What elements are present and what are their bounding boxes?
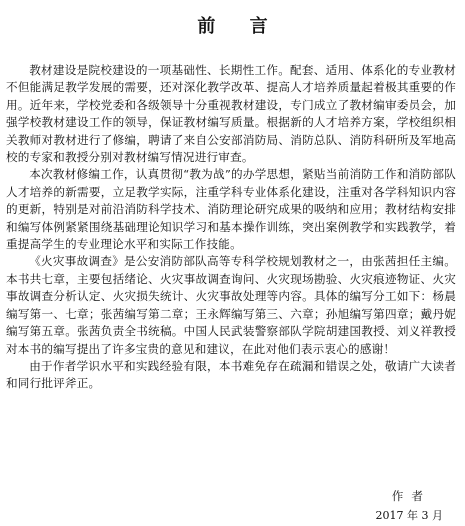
paragraph-2: 本次教材修编工作，认真贯彻“教为战”的办学思想，紧贴当前消防工作和消防部队人才培养的新需要，立足教学实际，注重学科专业体系化建设，注重对各学科知识内容的更新，特别是对前沿消防科学技术、消防理论研究成果的吸纳和应用；教材结构安排和编写体例紧紧围绕基础理论知识学习和基本操作训练，突出案例教学和实践教学，着重提高学生的专业理论水平和实际工作技能。	[6, 167, 456, 252]
author-signature: 作者	[391, 489, 431, 503]
paragraph-4: 由于作者学识水平和实践经验有限，本书难免存在疏漏和错误之处，敬请广大读者和同行批评斧正。	[6, 358, 456, 391]
page-title: 前 言	[197, 16, 282, 37]
preface-body	[6, 62, 456, 393]
date-line: 2017 年 3 月	[375, 509, 443, 522]
paragraph-1: 教材建设是院校建设的一项基础性、长期性工作。配套、适用、体系化的专业教材不但能满足教学发展的需要，还对深化教学改革、提高人才培养质量起着极其重要的作用。近年来，学校党委和各级领导十分重视教材建设，专门成立了教材编审委员会，加强学校教材建设工作的领导，保证教材编写质量。根据新的人才培养方案，学校组织相关教师对教材进行了修编，聘请了来自公安部消防局、消防总队、消防科研所及军地高校的专家和教授分别对教材编写情况进行审查。	[6, 63, 456, 165]
paragraph-3: 《火灾事故调查》是公安消防部队高等专科学校规划教材之一，由张茜担任主编。本书共七章，主要包括绪论、火灾事故调查询问、火灾现场勘验、火灾痕迹物证、火灾事故调查分析认定、火灾损失统计、火灾事故处理等内容。具体的编写分工如下：杨晨编写第一、七章；张茜编写第二章；王永辉编写第三、六章；孙旭编写第四章；戴丹妮编写第五章。张茜负责全书统稿。中国人民武装警察部队学院胡建国教授、刘义祥教授对本书的编写提出了许多宝贵的意见和建议，在此对他们表示衷心的感谢！	[6, 254, 456, 356]
